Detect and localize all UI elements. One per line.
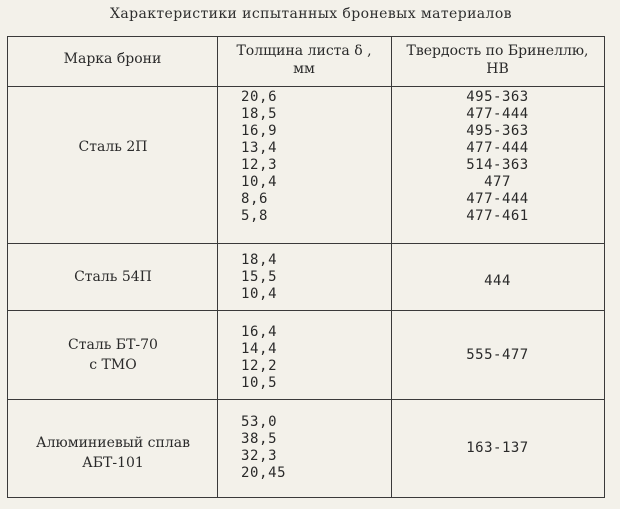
header-grade: Марка брони bbox=[63, 51, 162, 67]
hardness-value: 514-363 bbox=[466, 157, 529, 173]
hardness-value: 477-444 bbox=[466, 140, 529, 156]
thickness-value: 20,6 bbox=[241, 89, 278, 105]
thickness-value: 10,4 bbox=[241, 174, 278, 190]
header-thickness bbox=[217, 42, 391, 78]
thickness-value: 15,5 bbox=[241, 269, 278, 285]
grade-label: Алюминиевый сплав bbox=[36, 435, 190, 451]
grade-label: Сталь 2П bbox=[78, 139, 148, 155]
thickness-cell bbox=[241, 414, 286, 482]
grade-cell bbox=[8, 335, 218, 375]
thickness-value: 10,5 bbox=[241, 375, 278, 391]
hardness-cell bbox=[391, 347, 604, 364]
thickness-cell bbox=[241, 324, 277, 392]
hardness-value: 477-444 bbox=[466, 106, 529, 122]
hardness-value: 495-363 bbox=[466, 123, 529, 139]
grade-cell bbox=[8, 433, 218, 473]
grade-label: с ТМО bbox=[89, 357, 137, 373]
grade-label: АБТ-101 bbox=[82, 455, 144, 471]
thickness-cell bbox=[241, 252, 277, 303]
hardness-value: 477-461 bbox=[466, 208, 529, 224]
row-divider bbox=[8, 399, 604, 400]
hardness-cell bbox=[391, 89, 604, 225]
thickness-value: 32,3 bbox=[241, 448, 278, 464]
thickness-value: 18,5 bbox=[241, 106, 278, 122]
thickness-cell bbox=[241, 89, 277, 225]
header-hardness-unit: НВ bbox=[486, 61, 509, 77]
header-hardness bbox=[391, 42, 604, 78]
thickness-value: 5,8 bbox=[241, 208, 269, 224]
header-thickness-label: Толщина листа δ , bbox=[236, 43, 372, 59]
thickness-value: 12,3 bbox=[241, 157, 278, 173]
thickness-value: 16,4 bbox=[241, 324, 278, 340]
thickness-value: 16,9 bbox=[241, 123, 278, 139]
thickness-value: 18,4 bbox=[241, 252, 278, 268]
hardness-value: 163-137 bbox=[466, 440, 529, 456]
hardness-value: 495-363 bbox=[466, 89, 529, 105]
hardness-cell bbox=[391, 273, 604, 290]
grade-cell bbox=[8, 267, 218, 287]
thickness-value: 10,4 bbox=[241, 286, 278, 302]
thickness-value: 8,6 bbox=[241, 191, 269, 207]
thickness-value: 53,0 bbox=[241, 414, 278, 430]
thickness-value: 38,5 bbox=[241, 431, 278, 447]
hardness-value: 477-444 bbox=[466, 191, 529, 207]
grade-cell bbox=[8, 137, 218, 157]
thickness-value: 14,4 bbox=[241, 341, 278, 357]
header-hardness-label: Твердость по Бринеллю, bbox=[406, 43, 589, 59]
hardness-value: 555-477 bbox=[466, 347, 529, 363]
header-divider bbox=[8, 86, 604, 87]
thickness-value: 13,4 bbox=[241, 140, 278, 156]
thickness-value: 12,2 bbox=[241, 358, 278, 374]
hardness-value: 477 bbox=[484, 174, 511, 190]
armor-materials-table bbox=[7, 36, 605, 498]
grade-label: Сталь БТ-70 bbox=[68, 337, 158, 353]
thickness-value: 20,45 bbox=[241, 465, 287, 481]
row-divider bbox=[8, 310, 604, 311]
hardness-value: 444 bbox=[484, 273, 511, 289]
row-divider bbox=[8, 243, 604, 244]
header-thickness-unit: мм bbox=[293, 61, 315, 77]
document-title: Характеристики испытанных броневых материалов bbox=[110, 6, 512, 22]
hardness-cell bbox=[391, 440, 604, 457]
grade-label: Сталь 54П bbox=[74, 269, 152, 285]
